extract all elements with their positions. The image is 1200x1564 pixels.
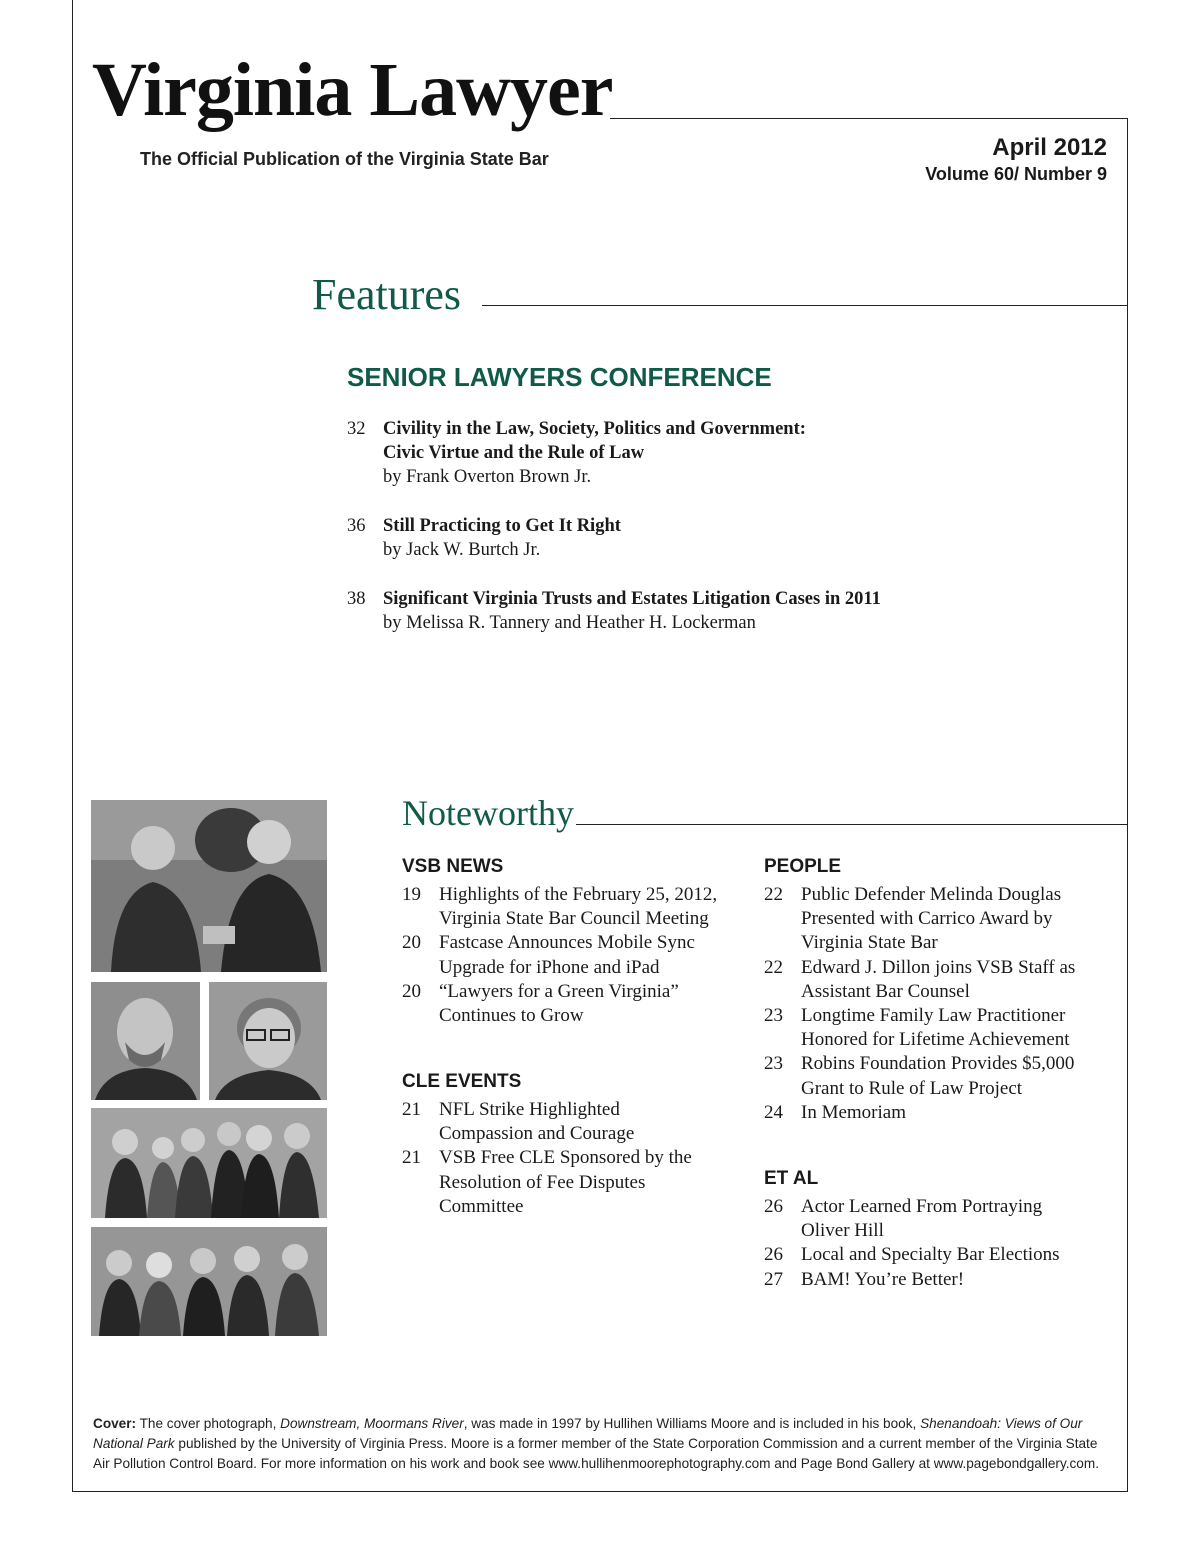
cover-text-2: , was made in 1997 by Hullihen Williams Moore and is included in his book, — [463, 1416, 921, 1431]
item-page: 22 — [764, 956, 783, 978]
item-title: Actor Learned From Portraying Oliver Hill — [801, 1196, 1043, 1242]
cover-note — [93, 1414, 1103, 1474]
cover-book-title: Shenandoah: Views of Our National Park — [93, 1416, 1083, 1451]
feature-title: Civility in the Law, Society, Politics and Government: — [383, 419, 806, 439]
bottom-border — [72, 1491, 1128, 1492]
features-heading: Features — [312, 270, 462, 319]
features-rule — [482, 305, 1128, 306]
item-title: In Memoriam — [801, 1101, 907, 1123]
cover-text-3: published by the University of Virginia Press. Moore is a former member of the State Corporation Commission and a current member of the Virginia State Air Pollution Control Board. For more information on his work and book see www.hullihenmoorephotography.com and Page Bond Gallery at www.pagebondgallery.com. — [93, 1436, 1099, 1471]
photo-award-presentation — [91, 800, 327, 972]
list-item[interactable] — [764, 1052, 1094, 1100]
list-item[interactable] — [764, 1101, 1094, 1125]
cle-events-heading: CLE EVENTS — [402, 1071, 522, 1092]
cover-label: Cover: — [93, 1416, 137, 1431]
left-border — [72, 0, 73, 1492]
cover-text-1: The cover photograph, — [136, 1416, 281, 1431]
feature-page: 32 — [347, 419, 366, 439]
list-item[interactable] — [764, 1004, 1094, 1052]
magazine-title: Virginia Lawyer — [92, 48, 613, 132]
feature-title-line2: Civic Virtue and the Rule of Law — [383, 443, 645, 463]
item-title: VSB Free CLE Sponsored by the Resolution of Fee Disputes Committee — [439, 1147, 692, 1217]
issue-volume: Volume 60/ Number 9 — [925, 164, 1107, 184]
item-page: 27 — [764, 1268, 783, 1290]
feature-item[interactable] — [347, 587, 881, 635]
right-border — [1127, 118, 1128, 1492]
item-title: NFL Strike Highlighted Compassion and Courage — [439, 1099, 635, 1145]
masthead-rule — [610, 118, 1128, 119]
item-page: 20 — [402, 932, 421, 954]
item-page: 23 — [764, 1005, 783, 1027]
cle-events-list — [402, 1098, 712, 1219]
item-page: 21 — [402, 1147, 421, 1169]
cover-photo-title: Downstream, Moormans River — [280, 1416, 464, 1431]
item-page: 23 — [764, 1053, 783, 1075]
item-page: 19 — [402, 884, 421, 905]
feature-page: 36 — [347, 516, 366, 536]
item-title: Robins Foundation Provides $5,000 Grant to Rule of Law Project — [801, 1053, 1075, 1099]
feature-byline: by Melissa R. Tannery and Heather H. Lockerman — [383, 613, 756, 633]
issue-date: April 2012 — [992, 134, 1107, 161]
feature-byline: by Frank Overton Brown Jr. — [383, 467, 592, 487]
item-page: 20 — [402, 980, 421, 1002]
people-heading: PEOPLE — [764, 856, 842, 877]
senior-lawyers-heading: SENIOR LAWYERS CONFERENCE — [347, 362, 772, 392]
feature-item[interactable] — [347, 417, 806, 489]
item-title: Longtime Family Law Practitioner Honored for Lifetime Achievement — [801, 1005, 1070, 1051]
vsb-news-list — [402, 883, 742, 1028]
photo-portrait-1 — [91, 982, 200, 1100]
people-list — [764, 883, 1094, 1125]
list-item[interactable] — [402, 1146, 712, 1219]
et-al-heading: ET AL — [764, 1168, 819, 1189]
item-title: Fastcase Announces Mobile Sync Upgrade for iPhone and iPad — [439, 932, 695, 978]
feature-title: Significant Virginia Trusts and Estates Litigation Cases in 2011 — [383, 589, 881, 609]
et-al-list — [764, 1195, 1094, 1292]
list-item[interactable] — [764, 1195, 1094, 1243]
item-title: Edward J. Dillon joins VSB Staff as Assistant Bar Counsel — [801, 956, 1076, 1002]
photo-group-1 — [91, 1108, 327, 1218]
feature-byline: by Jack W. Burtch Jr. — [383, 540, 541, 560]
list-item[interactable] — [764, 1268, 1094, 1292]
list-item[interactable] — [402, 980, 742, 1028]
noteworthy-rule — [576, 824, 1128, 825]
photo-group-2 — [91, 1227, 327, 1336]
list-item[interactable] — [402, 1098, 712, 1146]
item-title: Highlights of the February 25, 2012, Virginia State Bar Council Meeting — [439, 884, 718, 930]
noteworthy-heading: Noteworthy — [402, 793, 574, 833]
vsb-news-heading: VSB NEWS — [402, 856, 504, 877]
list-item[interactable] — [764, 883, 1094, 956]
item-title: “Lawyers for a Green Virginia” Continues to Grow — [439, 980, 679, 1027]
list-item[interactable] — [764, 1243, 1094, 1267]
item-page: 26 — [764, 1244, 783, 1266]
photo-portrait-2 — [209, 982, 327, 1100]
feature-title: Still Practicing to Get It Right — [383, 516, 621, 536]
item-title: Local and Specialty Bar Elections — [801, 1244, 1060, 1266]
magazine-subtitle: The Official Publication of the Virginia State Bar — [140, 149, 549, 169]
item-title: BAM! You’re Better! — [801, 1268, 965, 1290]
item-page: 26 — [764, 1196, 783, 1217]
item-page: 24 — [764, 1101, 783, 1123]
list-item[interactable] — [764, 956, 1094, 1004]
feature-page: 38 — [347, 589, 366, 609]
feature-item[interactable] — [347, 514, 621, 562]
list-item[interactable] — [402, 931, 742, 979]
item-page: 21 — [402, 1099, 421, 1120]
list-item[interactable] — [402, 883, 742, 931]
item-page: 22 — [764, 884, 783, 905]
item-title: Public Defender Melinda Douglas Presented with Carrico Award by Virginia State Bar — [801, 884, 1062, 954]
